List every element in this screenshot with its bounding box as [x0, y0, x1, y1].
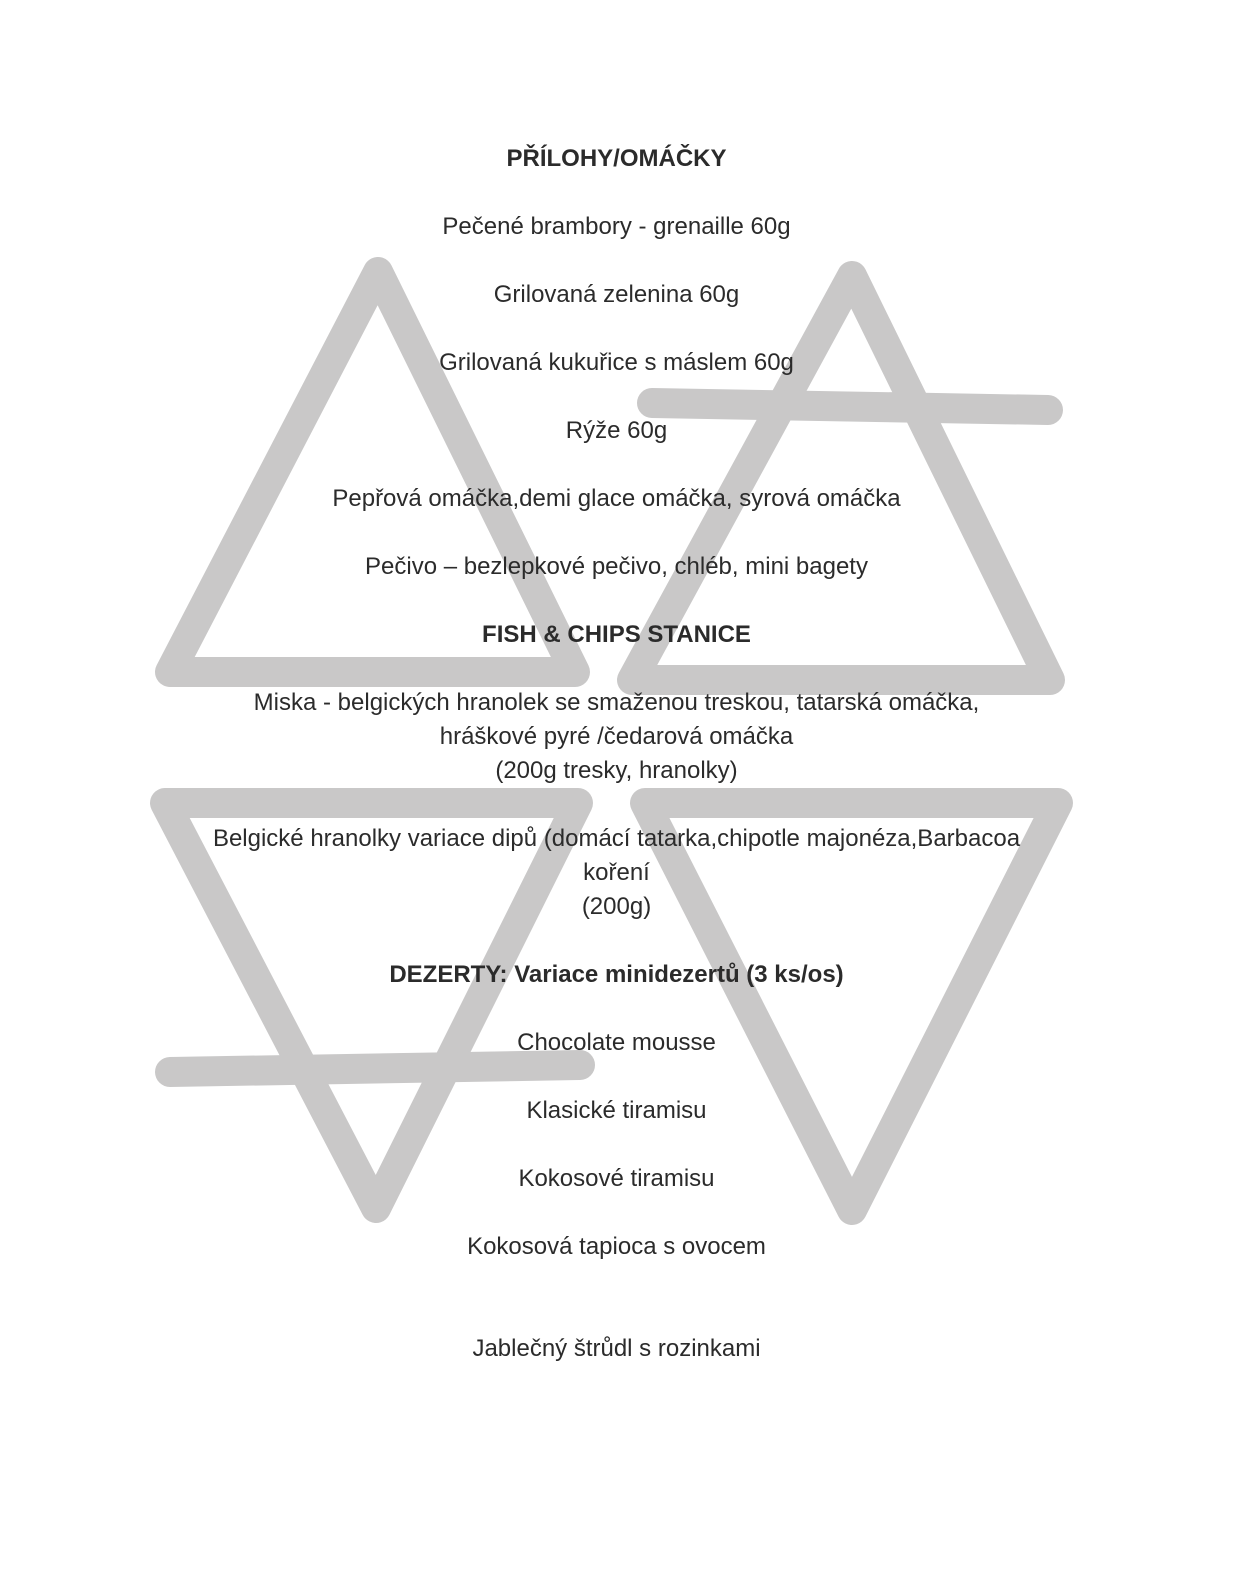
- menu-item-line: Miska - belgických hranolek se smaženou treskou, tatarská omáčka,: [253, 689, 980, 716]
- menu-item-line: (200g tresky, hranolky): [495, 757, 738, 784]
- menu-item: Chocolate mousse: [517, 1029, 716, 1056]
- menu-item: Pečivo – bezlepkové pečivo, chléb, mini bagety: [365, 553, 868, 580]
- menu-item: Grilovaná kukuřice s máslem 60g: [439, 349, 794, 376]
- menu-item: Pečené brambory - grenaille 60g: [442, 213, 791, 240]
- menu-item: Klasické tiramisu: [526, 1097, 707, 1124]
- menu-item-line: koření: [583, 859, 650, 886]
- section-heading-desserts: DEZERTY: Variace minidezertů (3 ks/os): [389, 961, 844, 988]
- menu-item: Jablečný štrůdl s rozinkami: [472, 1335, 761, 1362]
- menu-item-line: (200g): [581, 893, 652, 920]
- menu-item: Kokosová tapioca s ovocem: [467, 1233, 766, 1260]
- menu-item-line: hráškové pyré /čedarová omáčka: [439, 723, 794, 750]
- menu-item: Grilovaná zelenina 60g: [493, 281, 740, 308]
- section-heading-fish-chips: FISH & CHIPS STANICE: [482, 621, 751, 648]
- section-heading-sides: PŘÍLOHY/OMÁČKY: [506, 145, 727, 172]
- menu-item: Pepřová omáčka,demi glace omáčka, syrová omáčka: [332, 485, 901, 512]
- menu-item: Kokosové tiramisu: [518, 1165, 715, 1192]
- menu-item: Rýže 60g: [565, 417, 668, 444]
- menu-item-line: Belgické hranolky variace dipů (domácí tatarka,chipotle majonéza,Barbacoa: [212, 825, 1021, 852]
